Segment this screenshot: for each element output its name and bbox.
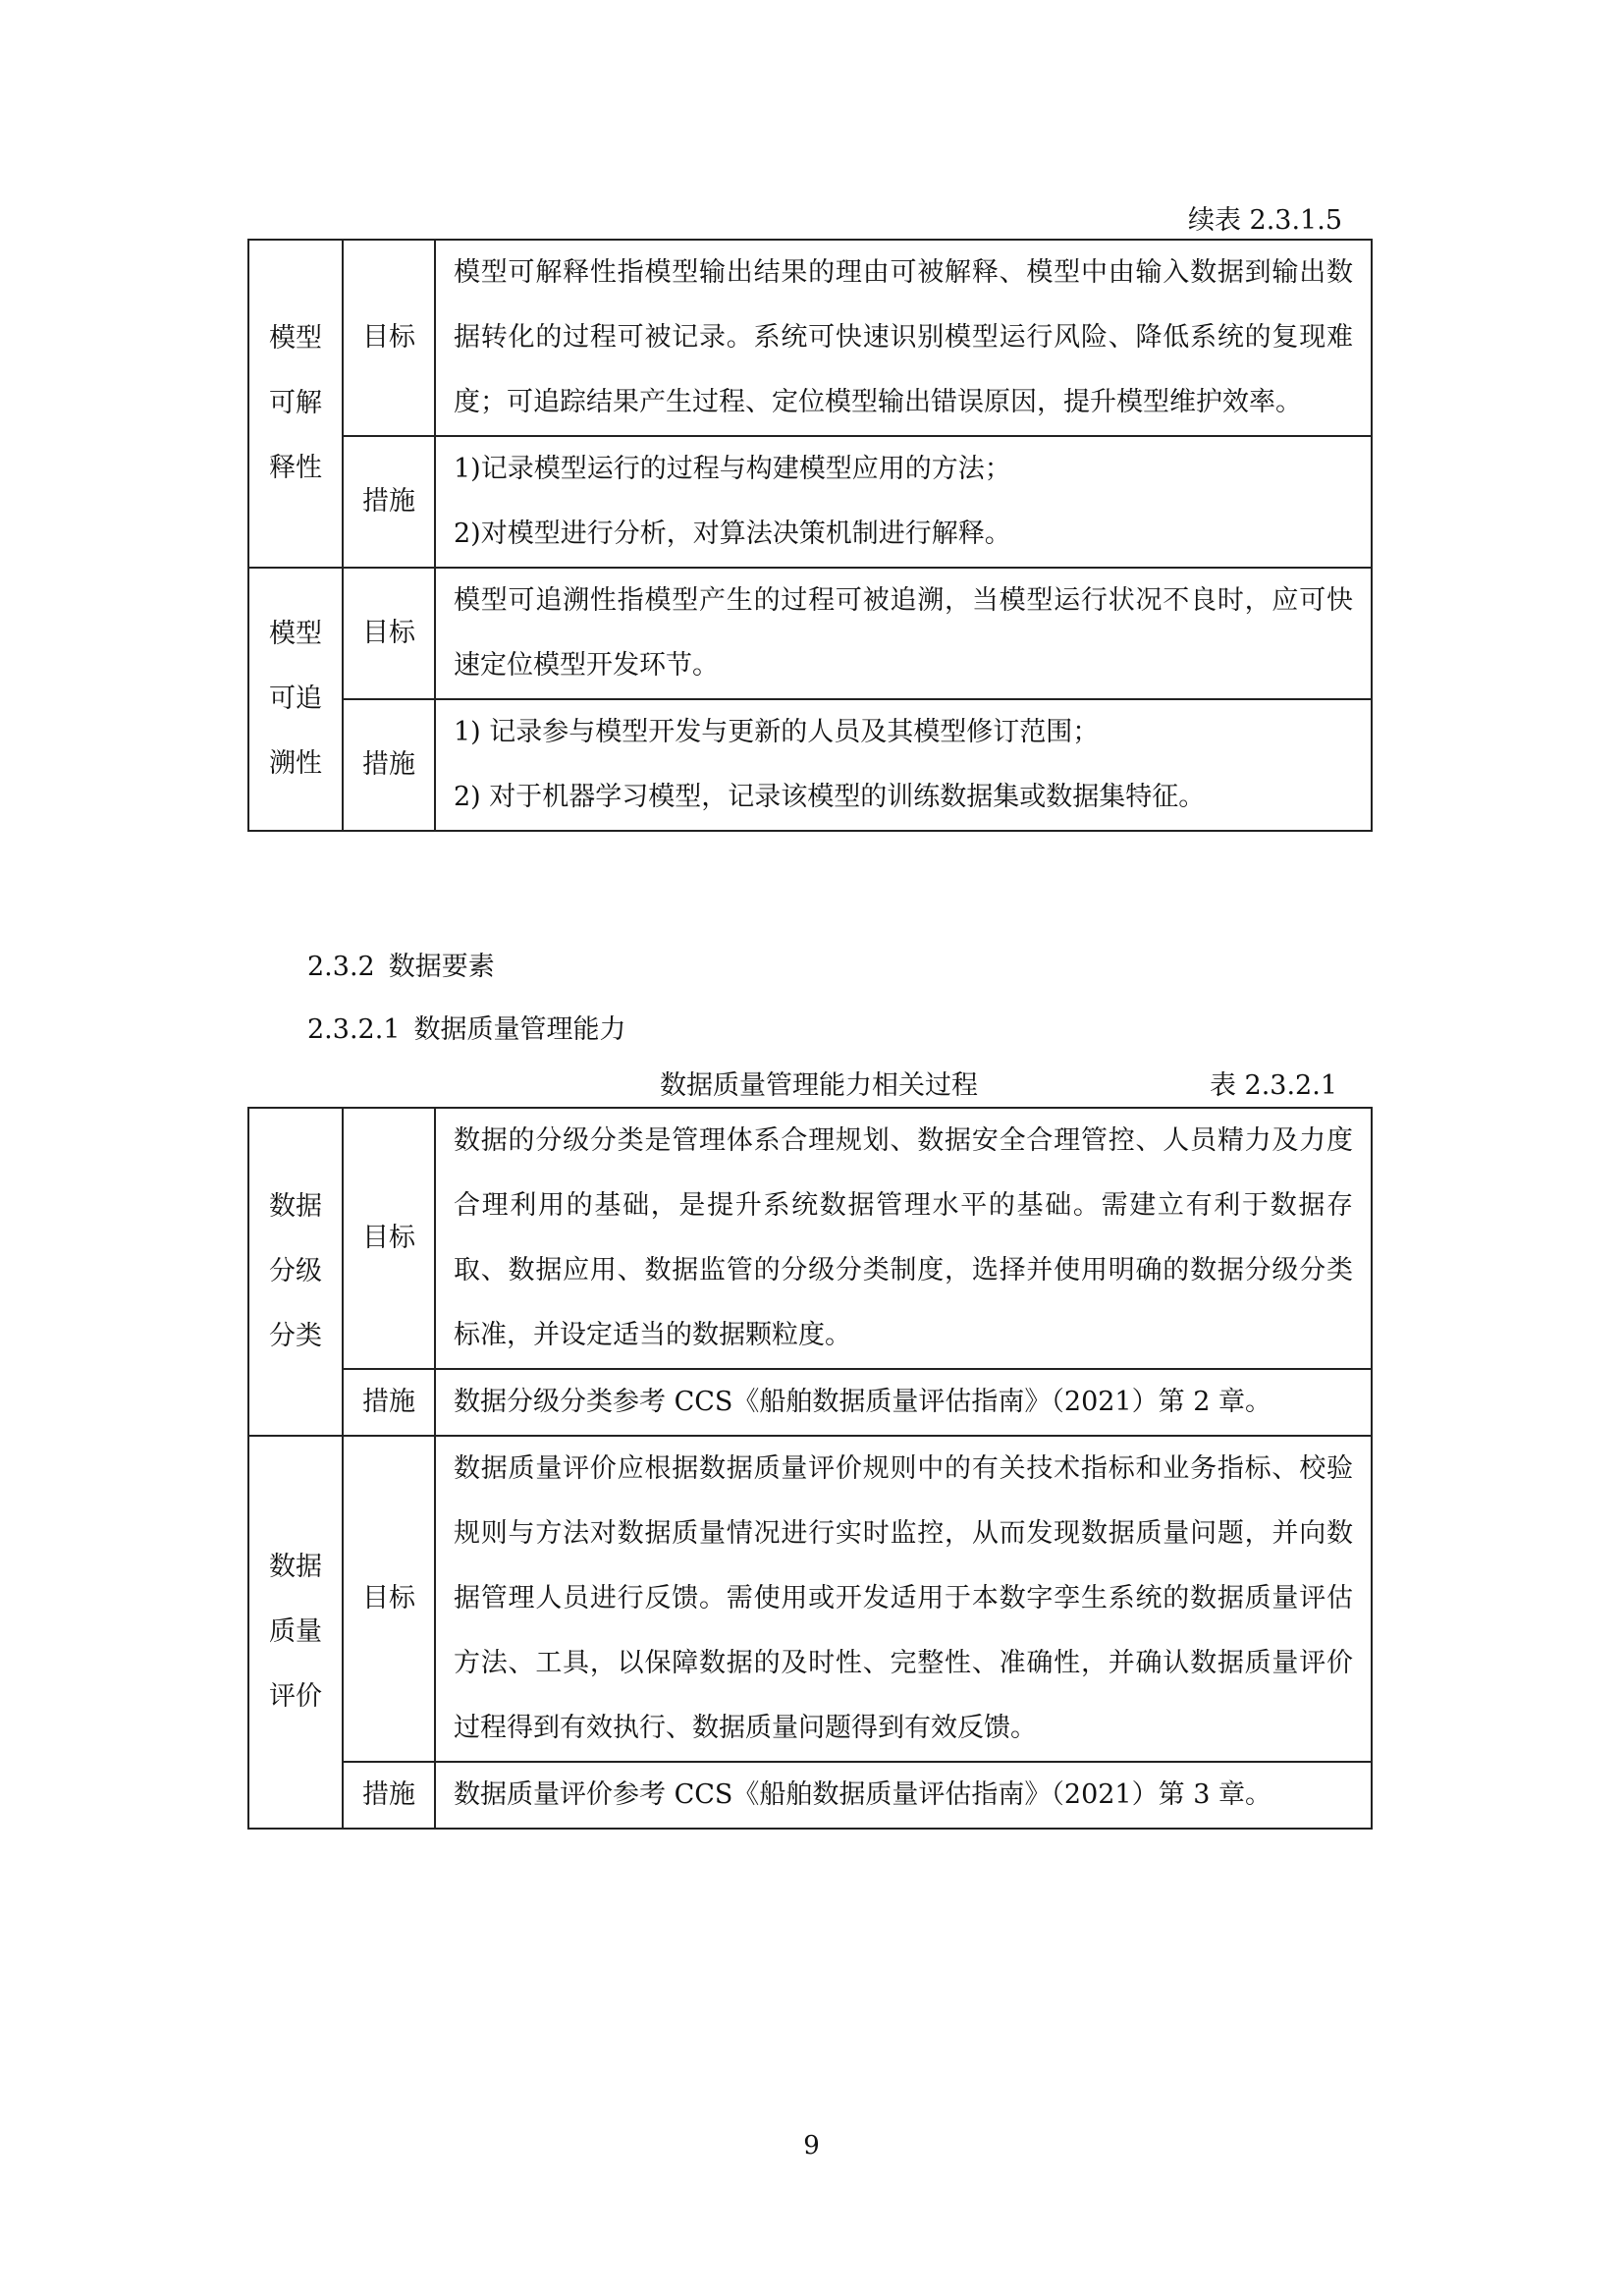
measure-item: 1)记录模型运行的过程与构建模型应用的方法； [454, 454, 1011, 484]
measure-item: 2) 对于机器学习模型，记录该模型的训练数据集或数据集特征。 [454, 782, 1206, 812]
section-heading-2-3-2-1 [307, 1011, 625, 1050]
goal-label-cell: 目标 [343, 240, 435, 436]
measure-text-cell: 数据质量评价参考 CCS《船舶数据质量评估指南》（2021）第 3 章。 [435, 1762, 1372, 1829]
table-row [248, 1369, 1372, 1436]
table-row [248, 1108, 1372, 1369]
measure-item: 1) 记录参与模型开发与更新的人员及其模型修订范围； [454, 717, 1100, 747]
goal-label-cell: 目标 [343, 1436, 435, 1762]
table-row [248, 436, 1372, 568]
topic-cell-traceability: 模型 可追 溯性 [248, 568, 343, 831]
table-row [248, 1762, 1372, 1829]
goal-label-cell: 目标 [343, 568, 435, 699]
measure-text-cell [435, 699, 1372, 831]
measure-label-cell: 措施 [343, 699, 435, 831]
page-number: 9 [803, 2131, 820, 2160]
table-caption [247, 1066, 1371, 1106]
measure-item: 2)对模型进行分析，对算法决策机制进行解释。 [454, 519, 1011, 549]
measure-text-cell: 数据分级分类参考 CCS《船舶数据质量评估指南》（2021）第 2 章。 [435, 1369, 1372, 1436]
table-row [248, 568, 1372, 699]
goal-label-cell: 目标 [343, 1108, 435, 1369]
continued-table [247, 239, 1373, 832]
goal-text-cell: 数据质量评价应根据数据质量评价规则中的有关技术指标和业务指标、校验规则与方法对数据质量情况进行实时监控，从而发现数据质量问题，并向数据管理人员进行反馈。需使用或开发适用于本数字孪生系统的数据质量评估方法、工具，以保障数据的及时性、完整性、准确性，并确认数据质量评价过程得到有效执行、数据质量问题得到有效反馈。 [435, 1436, 1372, 1762]
table-row [248, 699, 1372, 831]
goal-text-cell: 模型可追溯性指模型产生的过程可被追溯，当模型运行状况不良时，应可快速定位模型开发环节。 [435, 568, 1372, 699]
measure-label-cell: 措施 [343, 1762, 435, 1829]
measure-label-cell: 措施 [343, 1369, 435, 1436]
table-title: 数据质量管理能力相关过程 [660, 1070, 978, 1101]
measure-label-cell: 措施 [343, 436, 435, 568]
topic-cell-classification: 数据 分级 分类 [248, 1108, 343, 1436]
section-heading-2-3-2 [307, 948, 495, 987]
topic-cell-quality-evaluation: 数据 质量 评价 [248, 1436, 343, 1829]
data-quality-table [247, 1107, 1373, 1830]
heading-title: 数据质量管理能力 [413, 1014, 626, 1045]
heading-number: 2.3.2 [307, 952, 375, 982]
heading-number: 2.3.2.1 [307, 1014, 401, 1045]
table-row [248, 240, 1372, 436]
goal-text-cell: 模型可解释性指模型输出结果的理由可被解释、模型中由输入数据到输出数据转化的过程可被记录。系统可快速识别模型运行风险、降低系统的复现难度；可追踪结果产生过程、定位模型输出错误原因，提升模型维护效率。 [435, 240, 1372, 436]
heading-title: 数据要素 [388, 952, 495, 982]
table-number: 表 2.3.2.1 [1209, 1070, 1337, 1101]
table-row [248, 1436, 1372, 1762]
goal-text-cell: 数据的分级分类是管理体系合理规划、数据安全合理管控、人员精力及力度合理利用的基础，是提升系统数据管理水平的基础。需建立有利于数据存取、数据应用、数据监管的分级分类制度，选择并使用明确的数据分级分类标准，并设定适当的数据颗粒度。 [435, 1108, 1372, 1369]
continued-table-caption: 续表 2.3.1.5 [1187, 205, 1342, 236]
measure-text-cell [435, 436, 1372, 568]
topic-cell-interpretability: 模型 可解 释性 [248, 240, 343, 568]
